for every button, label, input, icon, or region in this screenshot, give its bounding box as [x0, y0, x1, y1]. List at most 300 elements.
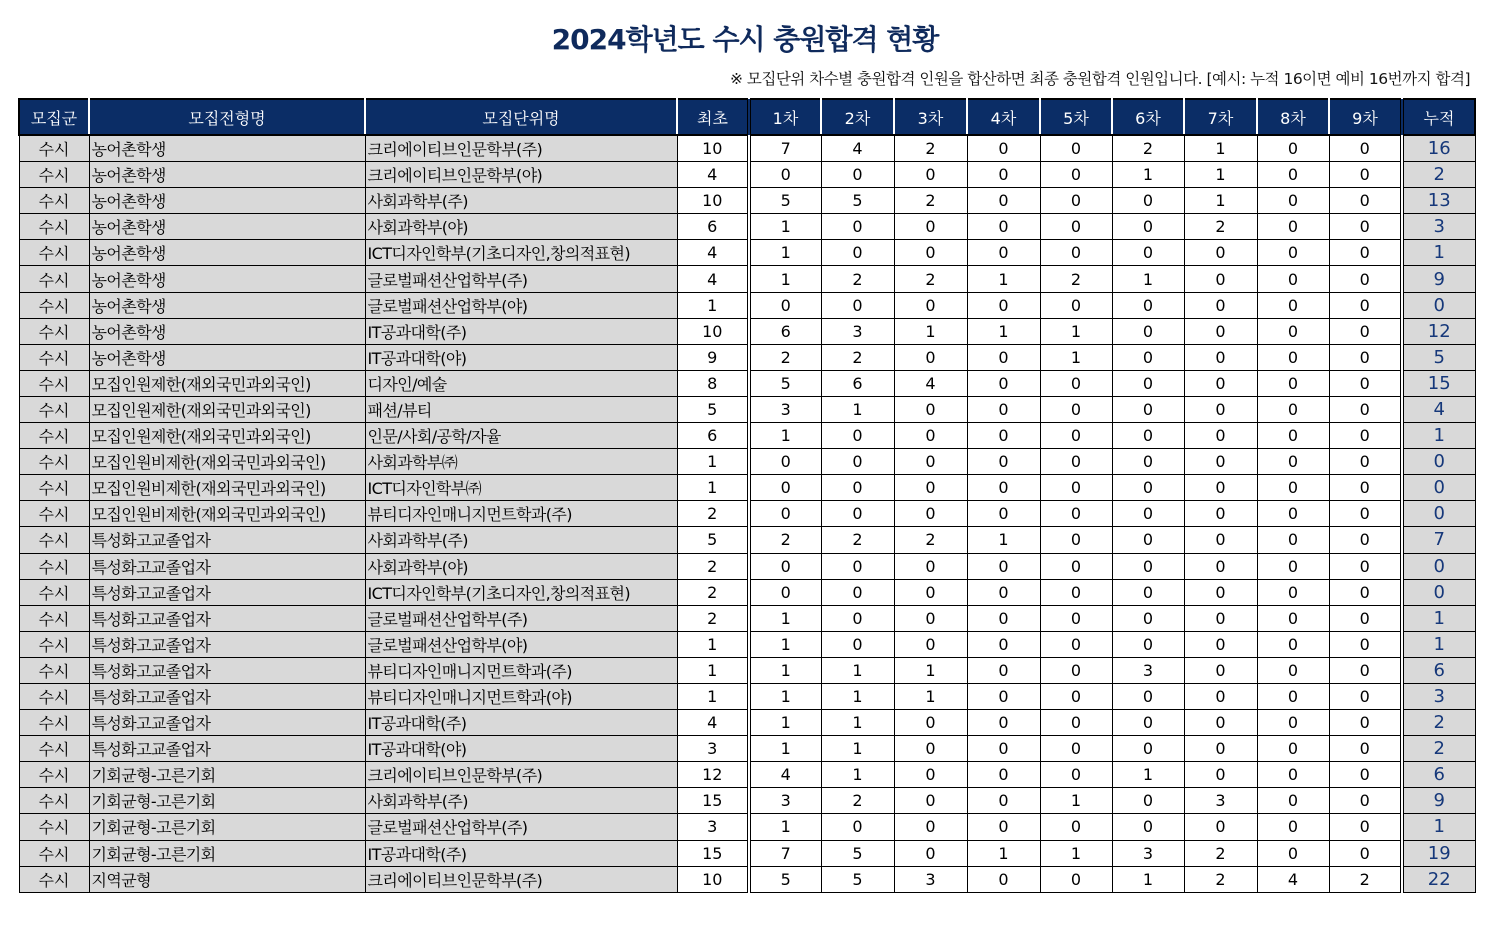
table-cell: 0	[821, 162, 894, 188]
table-cell: 0	[1257, 214, 1329, 240]
table-cell: 1	[749, 423, 821, 449]
table-cell: 0	[1040, 214, 1112, 240]
table-row	[19, 240, 1475, 266]
table-cell: 1	[749, 605, 821, 631]
table-cell: 2	[821, 344, 894, 370]
table-row	[19, 396, 1475, 422]
table-cell: 0	[1257, 788, 1329, 814]
table-cell: 1	[749, 266, 821, 292]
cumulative-cell: 9	[1402, 266, 1475, 292]
table-cell: 수시	[19, 788, 89, 814]
table-cell: 0	[894, 840, 967, 866]
table-cell: 6	[821, 370, 894, 396]
table-cell: 1	[677, 683, 749, 709]
cumulative-cell: 13	[1402, 188, 1475, 214]
table-cell: 0	[1329, 135, 1402, 162]
table-cell: 0	[1040, 657, 1112, 683]
table-cell: 0	[1040, 527, 1112, 553]
table-cell: 0	[1257, 344, 1329, 370]
table-cell: 0	[821, 631, 894, 657]
table-cell: 0	[894, 449, 967, 475]
table-cell: 3	[677, 736, 749, 762]
table-cell: 0	[1257, 710, 1329, 736]
table-cell: 농어촌학생	[89, 214, 365, 240]
table-cell: 1	[967, 266, 1040, 292]
table-cell: 1	[1040, 788, 1112, 814]
table-cell: 0	[967, 292, 1040, 318]
table-cell: 0	[821, 475, 894, 501]
table-cell: 4	[677, 710, 749, 736]
table-cell: 0	[1257, 736, 1329, 762]
cumulative-cell: 4	[1402, 396, 1475, 422]
table-cell: 1	[821, 736, 894, 762]
table-cell: 3	[1184, 788, 1257, 814]
page-title: 2024학년도 수시 충원합격 현황	[551, 23, 939, 56]
cumulative-cell: 22	[1402, 866, 1475, 892]
table-cell: 0	[1257, 396, 1329, 422]
table-cell: 0	[1257, 553, 1329, 579]
table-cell: 0	[1329, 736, 1402, 762]
table-cell: 0	[749, 162, 821, 188]
table-cell: 4	[677, 266, 749, 292]
table-cell: 0	[1112, 814, 1184, 840]
table-cell: 0	[1329, 710, 1402, 736]
table-cell: 0	[1329, 162, 1402, 188]
table-row	[19, 631, 1475, 657]
table-cell: 1	[1040, 840, 1112, 866]
table-cell: 0	[1329, 579, 1402, 605]
table-cell: 0	[1112, 423, 1184, 449]
table-cell: 0	[967, 866, 1040, 892]
table-cell: 기회균형-고른기회	[89, 788, 365, 814]
table-cell: 수시	[19, 501, 89, 527]
table-cell: 0	[1329, 762, 1402, 788]
table-cell: 0	[1257, 579, 1329, 605]
table-cell: 5	[677, 527, 749, 553]
table-cell: 사회과학부(야)	[365, 214, 677, 240]
table-cell: 수시	[19, 240, 89, 266]
table-cell: 특성화고교졸업자	[89, 527, 365, 553]
table-cell: 0	[1040, 736, 1112, 762]
column-header: 2차	[821, 99, 894, 135]
table-cell: 0	[1184, 683, 1257, 709]
table-cell: 사회과학부㈜	[365, 449, 677, 475]
table-cell: 2	[677, 501, 749, 527]
table-cell: 0	[1184, 501, 1257, 527]
table-cell: 0	[1040, 605, 1112, 631]
table-cell: 0	[1184, 710, 1257, 736]
table-cell: 2	[1184, 214, 1257, 240]
table-cell: 0	[1040, 370, 1112, 396]
table-cell: 수시	[19, 840, 89, 866]
table-cell: 0	[967, 135, 1040, 162]
table-cell: 0	[1329, 370, 1402, 396]
table-cell: 0	[894, 423, 967, 449]
table-row	[19, 657, 1475, 683]
table-cell: 0	[967, 475, 1040, 501]
table-cell: ICT디자인학부㈜	[365, 475, 677, 501]
table-cell: 0	[1329, 475, 1402, 501]
table-cell: 0	[1184, 736, 1257, 762]
table-cell: 1	[1112, 762, 1184, 788]
table-cell: 0	[1257, 475, 1329, 501]
table-cell: 기회균형-고른기회	[89, 840, 365, 866]
table-row	[19, 423, 1475, 449]
table-cell: 0	[821, 605, 894, 631]
table-cell: 수시	[19, 188, 89, 214]
table-cell: 0	[894, 631, 967, 657]
table-cell: 2	[749, 527, 821, 553]
table-cell: 0	[1040, 240, 1112, 266]
table-cell: 0	[1040, 423, 1112, 449]
table-cell: 3	[821, 318, 894, 344]
table-cell: 수시	[19, 683, 89, 709]
table-cell: 1	[677, 631, 749, 657]
table-cell: 2	[1040, 266, 1112, 292]
table-cell: 0	[894, 710, 967, 736]
table-cell: 0	[821, 214, 894, 240]
table-cell: 0	[967, 762, 1040, 788]
table-cell: 패션/뷰티	[365, 396, 677, 422]
table-cell: 0	[821, 240, 894, 266]
table-cell: 0	[1329, 214, 1402, 240]
table-cell: 1	[821, 396, 894, 422]
table-cell: 2	[894, 527, 967, 553]
table-cell: 7	[749, 135, 821, 162]
table-cell: 0	[1112, 344, 1184, 370]
table-cell: 0	[967, 631, 1040, 657]
table-row	[19, 449, 1475, 475]
table-cell: 인문/사회/공학/자율	[365, 423, 677, 449]
table-cell: 0	[821, 449, 894, 475]
table-cell: 농어촌학생	[89, 292, 365, 318]
table-cell: 0	[1184, 475, 1257, 501]
table-cell: 0	[821, 579, 894, 605]
table-cell: 크리에이티브인문학부(주)	[365, 135, 677, 162]
table-cell: 0	[1040, 135, 1112, 162]
table-cell: 1	[821, 762, 894, 788]
table-row	[19, 344, 1475, 370]
table-cell: 0	[967, 683, 1040, 709]
cumulative-cell: 3	[1402, 214, 1475, 240]
table-cell: 0	[1112, 683, 1184, 709]
table-cell: 0	[1184, 814, 1257, 840]
cumulative-cell: 0	[1402, 449, 1475, 475]
table-cell: 0	[1040, 579, 1112, 605]
table-cell: 7	[749, 840, 821, 866]
table-cell: 수시	[19, 162, 89, 188]
table-cell: 0	[1329, 292, 1402, 318]
table-cell: 0	[749, 553, 821, 579]
column-header: 7차	[1184, 99, 1257, 135]
column-header: 3차	[894, 99, 967, 135]
table-cell: IT공과대학(야)	[365, 736, 677, 762]
cumulative-cell: 1	[1402, 423, 1475, 449]
table-cell: 0	[1040, 292, 1112, 318]
cumulative-cell: 0	[1402, 553, 1475, 579]
table-cell: 0	[1257, 188, 1329, 214]
table-cell: 1	[749, 631, 821, 657]
table-cell: 0	[1040, 814, 1112, 840]
table-cell: 5	[821, 188, 894, 214]
table-header-row	[19, 99, 1475, 135]
table-cell: 0	[1257, 292, 1329, 318]
table-cell: 글로벌패션산업학부(주)	[365, 814, 677, 840]
table-cell: IT공과대학(주)	[365, 710, 677, 736]
table-cell: 2	[821, 788, 894, 814]
table-cell: 0	[749, 501, 821, 527]
table-cell: 0	[1257, 683, 1329, 709]
table-cell: 0	[967, 396, 1040, 422]
table-cell: 수시	[19, 736, 89, 762]
table-cell: 5	[749, 370, 821, 396]
table-cell: 2	[821, 266, 894, 292]
table-cell: 0	[967, 423, 1040, 449]
table-cell: 0	[967, 370, 1040, 396]
table-cell: 12	[677, 762, 749, 788]
table-cell: 0	[1329, 683, 1402, 709]
table-cell: 0	[1257, 605, 1329, 631]
table-cell: 0	[1329, 423, 1402, 449]
table-row	[19, 527, 1475, 553]
table-cell: 5	[749, 188, 821, 214]
table-cell: 6	[749, 318, 821, 344]
table-cell: 수시	[19, 814, 89, 840]
table-cell: 2	[1329, 866, 1402, 892]
table-cell: 0	[1112, 579, 1184, 605]
table-cell: 0	[1112, 501, 1184, 527]
table-cell: 0	[1040, 710, 1112, 736]
cumulative-cell: 6	[1402, 762, 1475, 788]
table-cell: ICT디자인학부(기초디자인,창의적표현)	[365, 579, 677, 605]
table-cell: 1	[1184, 188, 1257, 214]
table-cell: 농어촌학생	[89, 162, 365, 188]
table-cell: 0	[894, 214, 967, 240]
table-cell: 0	[1184, 344, 1257, 370]
column-header: 모집단위명	[365, 99, 677, 135]
table-row	[19, 162, 1475, 188]
cumulative-cell: 16	[1402, 135, 1475, 162]
table-cell: 사회과학부(주)	[365, 188, 677, 214]
table-cell: 0	[1257, 657, 1329, 683]
table-cell: 0	[967, 162, 1040, 188]
table-cell: 0	[749, 475, 821, 501]
table-cell: 0	[1040, 683, 1112, 709]
table-cell: 2	[677, 579, 749, 605]
table-cell: 0	[1329, 344, 1402, 370]
table-cell: 0	[967, 736, 1040, 762]
table-cell: 농어촌학생	[89, 266, 365, 292]
table-cell: 수시	[19, 266, 89, 292]
cumulative-cell: 12	[1402, 318, 1475, 344]
table-row	[19, 762, 1475, 788]
table-cell: 0	[1329, 553, 1402, 579]
cumulative-cell: 2	[1402, 162, 1475, 188]
table-cell: 0	[1184, 370, 1257, 396]
table-cell: 특성화고교졸업자	[89, 631, 365, 657]
table-cell: 3	[894, 866, 967, 892]
table-cell: 2	[1112, 135, 1184, 162]
cumulative-cell: 19	[1402, 840, 1475, 866]
table-cell: 4	[677, 240, 749, 266]
table-cell: 수시	[19, 292, 89, 318]
table-cell: 크리에이티브인문학부(주)	[365, 866, 677, 892]
table-cell: 0	[967, 710, 1040, 736]
table-cell: 0	[1040, 162, 1112, 188]
table-row	[19, 605, 1475, 631]
table-cell: 1	[894, 318, 967, 344]
cumulative-cell: 5	[1402, 344, 1475, 370]
table-cell: ICT디자인학부(기초디자인,창의적표현)	[365, 240, 677, 266]
table-row	[19, 866, 1475, 892]
table-cell: 수시	[19, 370, 89, 396]
table-cell: 수시	[19, 135, 89, 162]
table-cell: 0	[967, 214, 1040, 240]
table-row	[19, 579, 1475, 605]
table-cell: 2	[749, 344, 821, 370]
table-row	[19, 475, 1475, 501]
cumulative-cell: 2	[1402, 710, 1475, 736]
table-row	[19, 266, 1475, 292]
table-cell: 0	[1329, 188, 1402, 214]
table-cell: 0	[821, 501, 894, 527]
table-cell: 수시	[19, 214, 89, 240]
cumulative-cell: 7	[1402, 527, 1475, 553]
table-row	[19, 814, 1475, 840]
table-cell: 0	[1040, 631, 1112, 657]
table-cell: 0	[1184, 240, 1257, 266]
table-cell: 0	[1112, 214, 1184, 240]
table-cell: 0	[1257, 135, 1329, 162]
table-cell: 0	[1040, 449, 1112, 475]
table-cell: 모집인원비제한(재외국민과외국인)	[89, 449, 365, 475]
table-cell: 0	[1329, 605, 1402, 631]
column-header: 최초	[677, 99, 749, 135]
table-cell: 0	[1257, 762, 1329, 788]
table-cell: 수시	[19, 423, 89, 449]
table-cell: 0	[1040, 866, 1112, 892]
table-cell: 0	[1257, 266, 1329, 292]
table-cell: 0	[1040, 553, 1112, 579]
table-cell: 1	[1184, 135, 1257, 162]
table-cell: 0	[821, 423, 894, 449]
table-cell: 사회과학부(주)	[365, 788, 677, 814]
cumulative-cell: 9	[1402, 788, 1475, 814]
column-header: 8차	[1257, 99, 1329, 135]
table-cell: 10	[677, 135, 749, 162]
table-row	[19, 788, 1475, 814]
table-cell: 0	[894, 292, 967, 318]
table-cell: 0	[1329, 840, 1402, 866]
table-row	[19, 292, 1475, 318]
table-cell: 1	[677, 657, 749, 683]
table-cell: 농어촌학생	[89, 135, 365, 162]
column-header: 4차	[967, 99, 1040, 135]
table-cell: 1	[749, 683, 821, 709]
table-cell: 0	[1184, 527, 1257, 553]
table-cell: 수시	[19, 657, 89, 683]
cumulative-cell: 1	[1402, 814, 1475, 840]
column-header: 9차	[1329, 99, 1402, 135]
table-cell: 1	[821, 657, 894, 683]
column-header: 모집전형명	[89, 99, 365, 135]
table-row	[19, 553, 1475, 579]
table-cell: 모집인원비제한(재외국민과외국인)	[89, 475, 365, 501]
table-cell: 0	[894, 501, 967, 527]
table-row	[19, 214, 1475, 240]
table-cell: 1	[894, 683, 967, 709]
table-cell: 0	[1329, 527, 1402, 553]
table-cell: 4	[1257, 866, 1329, 892]
table-cell: 사회과학부(주)	[365, 527, 677, 553]
table-cell: 수시	[19, 396, 89, 422]
table-cell: 2	[1184, 840, 1257, 866]
table-cell: 수시	[19, 866, 89, 892]
table-cell: 3	[677, 814, 749, 840]
table-cell: 0	[967, 240, 1040, 266]
table-cell: 1	[1112, 162, 1184, 188]
table-cell: 0	[967, 344, 1040, 370]
table-cell: 0	[894, 788, 967, 814]
table-cell: 0	[1184, 605, 1257, 631]
table-cell: 2	[1184, 866, 1257, 892]
table-cell: 5	[821, 840, 894, 866]
table-cell: 0	[1257, 162, 1329, 188]
table-cell: 0	[1112, 553, 1184, 579]
table-row	[19, 736, 1475, 762]
table-cell: 0	[1184, 292, 1257, 318]
table-cell: 0	[967, 657, 1040, 683]
table-cell: 특성화고교졸업자	[89, 683, 365, 709]
table-cell: 수시	[19, 605, 89, 631]
cumulative-cell: 6	[1402, 657, 1475, 683]
table-cell: 0	[1257, 423, 1329, 449]
table-cell: 9	[677, 344, 749, 370]
admission-table	[18, 98, 1476, 893]
table-cell: 1	[1184, 162, 1257, 188]
table-cell: 15	[677, 840, 749, 866]
table-cell: 0	[967, 449, 1040, 475]
table-cell: 0	[1329, 240, 1402, 266]
table-cell: 2	[894, 266, 967, 292]
table-cell: 0	[1184, 449, 1257, 475]
table-cell: 1	[1040, 318, 1112, 344]
table-cell: 0	[1112, 370, 1184, 396]
table-cell: 5	[677, 396, 749, 422]
table-cell: 1	[1040, 344, 1112, 370]
table-cell: 0	[967, 579, 1040, 605]
table-cell: 0	[1112, 527, 1184, 553]
table-cell: 0	[1184, 423, 1257, 449]
table-cell: 수시	[19, 527, 89, 553]
table-cell: 0	[894, 162, 967, 188]
table-cell: 0	[1112, 318, 1184, 344]
table-cell: 기회균형-고른기회	[89, 762, 365, 788]
table-cell: 수시	[19, 631, 89, 657]
cumulative-cell: 15	[1402, 370, 1475, 396]
cumulative-cell: 3	[1402, 683, 1475, 709]
table-cell: 수시	[19, 318, 89, 344]
table-cell: 0	[1329, 631, 1402, 657]
table-cell: 모집인원제한(재외국민과외국인)	[89, 396, 365, 422]
table-cell: IT공과대학(야)	[365, 344, 677, 370]
table-cell: 0	[967, 788, 1040, 814]
table-row	[19, 683, 1475, 709]
table-cell: 6	[677, 214, 749, 240]
column-header: 누적	[1402, 99, 1475, 135]
table-cell: 0	[821, 814, 894, 840]
table-cell: 0	[1184, 631, 1257, 657]
